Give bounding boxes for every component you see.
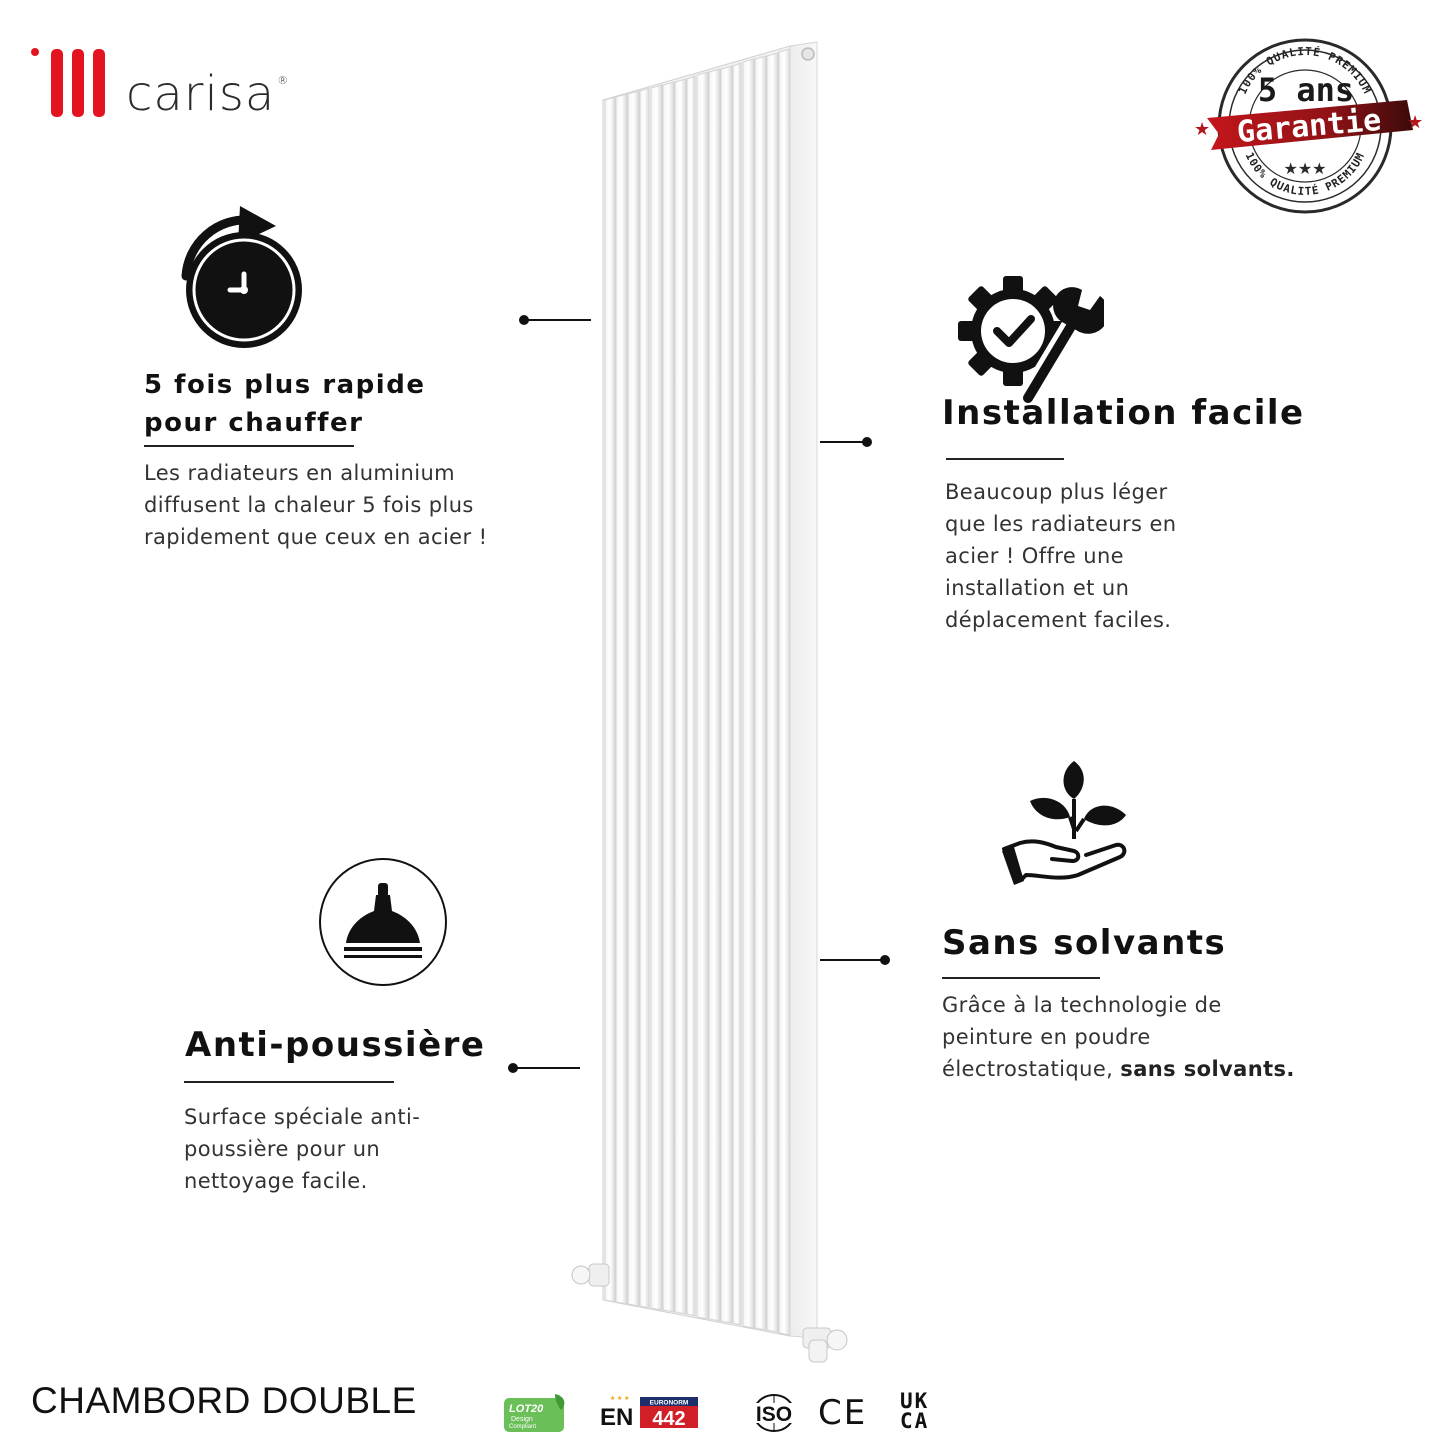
svg-text:EN: EN [600,1404,634,1430]
seal-star-left-icon: ★ [1194,119,1211,139]
seal-label: Garantie [1235,102,1383,151]
connector-faster [523,319,591,321]
connector-antidust [512,1067,580,1069]
feature-installation-rule [946,458,1064,460]
feature-solvents-description: Grâce à la technologie de peinture en poudre électrostatique, sans solvants. [942,993,1295,1081]
ukca-badge-icon: UK CA [900,1389,930,1433]
feature-solvents-rule [942,977,1100,979]
feature-antidust-description: Surface spéciale anti- poussière pour un nettoyage facile. [184,1105,421,1193]
en442-badge-icon [598,1394,700,1430]
model-name: CHAMBORD DOUBLE [31,1380,417,1421]
warranty-seal [1185,38,1430,216]
seal-years: 5 ans [1257,71,1355,109]
feature-antidust-title: Anti-poussière [185,1025,486,1065]
radiator-image [565,38,855,1368]
brand-logo-text: carisa ® [126,66,290,122]
svg-text:ISO: ISO [755,1403,793,1426]
feature-antidust-rule [184,1081,394,1083]
iso-badge-icon [748,1393,800,1433]
gear-wrench-check-icon [958,276,1104,404]
seal-bottom-arc-text: 100% QUALITÉ PREMIUM [1242,150,1368,199]
clock-refresh-icon [178,204,308,352]
feature-faster-title: 5 fois plus rapide pour chauffer [144,370,426,438]
connector-solvents [820,959,886,961]
brand-logo-bars [30,45,110,120]
feature-installation-description: Beaucoup plus léger que les radiateurs en acier ! Offre une installation et un déplacement faciles. [945,480,1177,632]
svg-text:442: 442 [652,1408,686,1430]
feature-installation-title: Installation facile [942,393,1305,433]
seal-stars-icon: ★★★ [1283,161,1327,178]
plant-in-hand-icon [1000,757,1130,891]
seal-star-right-icon: ★ [1407,112,1424,132]
seal-top-arc-text: 100% QUALITÉ PREMIUM [1235,44,1375,97]
svg-text:★ ★ ★: ★ ★ ★ [610,1396,630,1402]
lot20-badge-icon [503,1394,569,1434]
svg-text:Design: Design [511,1416,533,1423]
feature-solvents-title: Sans solvants [942,923,1227,963]
svg-text:EURONORM: EURONORM [649,1399,689,1407]
dust-brush-icon [318,857,448,987]
ce-badge-icon: CE [818,1393,868,1433]
feature-faster-rule [144,445,354,447]
svg-text:Compliant: Compliant [509,1424,537,1430]
connector-installation [820,441,868,443]
svg-text:LOT20: LOT20 [509,1403,544,1415]
feature-faster-description: Les radiateurs en aluminium diffusent la chaleur 5 fois plus rapidement que ceux en acier ! [144,461,488,549]
